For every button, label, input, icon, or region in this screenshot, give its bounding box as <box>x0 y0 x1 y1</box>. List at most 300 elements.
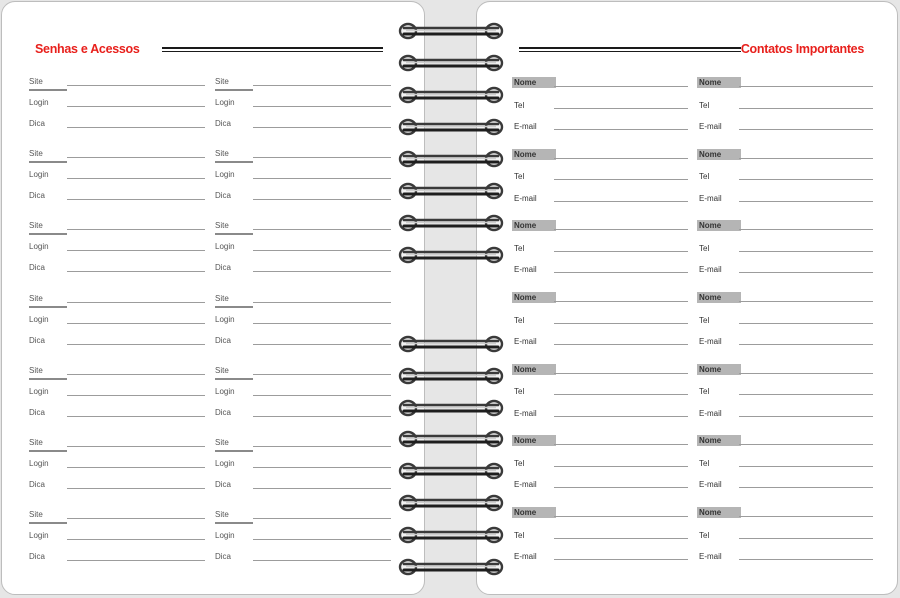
hint-write-line[interactable] <box>253 199 391 200</box>
site-row <box>29 437 205 458</box>
email-write-line[interactable] <box>739 129 873 130</box>
password-entry <box>29 148 205 220</box>
phone-row <box>697 314 873 336</box>
password-entry <box>29 509 205 581</box>
name-write-line[interactable] <box>554 444 688 445</box>
hint-write-line[interactable] <box>253 271 391 272</box>
password-entry <box>29 220 205 292</box>
contact-entry <box>697 507 873 579</box>
email-row <box>697 263 873 285</box>
binding-ring <box>398 149 504 174</box>
hint-write-line[interactable] <box>67 127 205 128</box>
name-label: Nome <box>697 77 741 88</box>
login-label: Login <box>215 314 235 324</box>
login-row <box>29 530 205 551</box>
email-row <box>697 478 873 500</box>
email-label: E-mail <box>699 337 722 347</box>
phone-row <box>697 99 873 121</box>
login-row <box>215 530 391 551</box>
binding-ring <box>398 429 504 454</box>
contact-entry <box>512 149 688 221</box>
site-label: Site <box>29 293 43 303</box>
phone-write-line[interactable] <box>554 179 688 180</box>
name-write-line[interactable] <box>554 301 688 302</box>
login-label: Login <box>215 386 235 396</box>
login-write-line[interactable] <box>67 539 205 540</box>
login-row <box>29 169 205 190</box>
phone-write-line[interactable] <box>739 538 873 539</box>
login-write-line[interactable] <box>253 539 391 540</box>
hint-label: Dica <box>29 335 46 345</box>
binding-ring <box>398 493 504 518</box>
site-row <box>215 365 391 386</box>
site-write-line[interactable] <box>67 374 205 375</box>
login-label: Login <box>29 170 49 180</box>
name-row <box>512 220 688 242</box>
name-label: Nome <box>512 149 556 160</box>
phone-write-line[interactable] <box>739 466 873 467</box>
email-write-line[interactable] <box>554 344 688 345</box>
login-row <box>29 458 205 479</box>
site-row <box>29 293 205 314</box>
password-entry <box>215 148 391 220</box>
site-row <box>29 365 205 386</box>
site-row <box>215 220 391 241</box>
email-write-line[interactable] <box>739 201 873 202</box>
email-write-line[interactable] <box>554 487 688 488</box>
contact-entry <box>697 77 873 149</box>
login-row <box>215 314 391 335</box>
site-write-line[interactable] <box>67 446 205 447</box>
email-row <box>512 407 688 429</box>
title-rule-right <box>519 47 741 49</box>
name-label: Nome <box>697 435 741 446</box>
hint-write-line[interactable] <box>67 199 205 200</box>
site-row <box>29 148 205 169</box>
login-row <box>215 169 391 190</box>
phone-write-line[interactable] <box>739 323 873 324</box>
login-row <box>215 458 391 479</box>
binding-ring <box>398 398 504 423</box>
password-entry <box>215 76 391 148</box>
email-row <box>512 120 688 142</box>
site-label: Site <box>215 149 229 159</box>
phone-row <box>697 529 873 551</box>
phone-row <box>512 242 688 264</box>
site-label: Site <box>215 293 229 303</box>
binding-ring <box>398 334 504 359</box>
email-row <box>697 192 873 214</box>
login-row <box>29 386 205 407</box>
hint-write-line[interactable] <box>253 488 391 489</box>
hint-label: Dica <box>29 191 46 201</box>
name-label: Nome <box>697 364 741 375</box>
hint-row <box>215 479 391 500</box>
site-label: Site <box>215 221 229 231</box>
login-label: Login <box>29 531 49 541</box>
login-row <box>29 314 205 335</box>
name-row <box>512 364 688 386</box>
phone-label: Tel <box>514 100 525 110</box>
binding-ring <box>398 21 504 46</box>
email-label: E-mail <box>514 193 537 203</box>
hint-label: Dica <box>215 263 232 273</box>
name-write-line[interactable] <box>739 229 873 230</box>
name-row <box>697 220 873 242</box>
login-label: Login <box>215 242 235 252</box>
email-label: E-mail <box>514 265 537 275</box>
hint-write-line[interactable] <box>253 127 391 128</box>
name-write-line[interactable] <box>554 516 688 517</box>
name-write-line[interactable] <box>554 229 688 230</box>
name-row <box>697 292 873 314</box>
hint-label: Dica <box>215 119 232 128</box>
name-row <box>512 77 688 99</box>
site-write-line[interactable] <box>67 229 205 230</box>
hint-write-line[interactable] <box>253 416 391 417</box>
site-write-line[interactable] <box>253 157 391 158</box>
name-row <box>697 149 873 171</box>
email-write-line[interactable] <box>554 416 688 417</box>
login-write-line[interactable] <box>67 395 205 396</box>
email-row <box>512 263 688 285</box>
name-row <box>697 364 873 386</box>
passwords-column-2 <box>215 76 391 581</box>
site-write-line[interactable] <box>253 85 391 86</box>
password-entry <box>215 220 391 292</box>
login-label: Login <box>215 531 235 541</box>
site-write-line[interactable] <box>67 302 205 303</box>
phone-row <box>512 314 688 336</box>
name-row <box>697 77 873 99</box>
name-row <box>512 149 688 171</box>
contact-entry <box>697 364 873 436</box>
hint-row <box>29 335 205 356</box>
email-row <box>697 550 873 572</box>
email-write-line[interactable] <box>554 559 688 560</box>
name-write-line[interactable] <box>739 373 873 374</box>
login-row <box>215 241 391 262</box>
page-title-passwords: Senhas e Acessos <box>35 42 140 56</box>
site-row <box>215 437 391 458</box>
login-label: Login <box>29 242 49 252</box>
phone-row <box>512 529 688 551</box>
email-row <box>512 478 688 500</box>
binding-ring <box>398 117 504 142</box>
hint-label: Dica <box>215 552 232 562</box>
site-label: Site <box>215 437 229 447</box>
email-row <box>697 407 873 429</box>
name-write-line[interactable] <box>739 158 873 159</box>
name-write-line[interactable] <box>554 86 688 87</box>
login-label: Login <box>29 458 49 468</box>
email-label: E-mail <box>514 408 537 418</box>
name-write-line[interactable] <box>739 301 873 302</box>
login-write-line[interactable] <box>67 250 205 251</box>
contacts-column-2 <box>697 77 873 579</box>
binding-ring <box>398 53 504 78</box>
login-row <box>215 97 391 118</box>
hint-write-line[interactable] <box>67 560 205 561</box>
email-write-line[interactable] <box>554 129 688 130</box>
phone-label: Tel <box>699 100 710 110</box>
spiral-binding <box>398 0 504 598</box>
site-label: Site <box>29 77 43 86</box>
hint-row <box>215 407 391 428</box>
hint-row <box>29 118 205 139</box>
hint-write-line[interactable] <box>67 488 205 489</box>
hint-row <box>29 407 205 428</box>
password-entry <box>29 76 205 148</box>
binding-ring <box>398 525 504 550</box>
name-row <box>512 292 688 314</box>
password-entry <box>29 293 205 365</box>
phone-label: Tel <box>699 530 710 540</box>
email-label: E-mail <box>699 122 722 131</box>
name-label: Nome <box>512 507 556 518</box>
hint-row <box>29 190 205 211</box>
phone-row <box>512 385 688 407</box>
phone-label: Tel <box>514 387 525 397</box>
email-row <box>512 550 688 572</box>
login-write-line[interactable] <box>253 106 391 107</box>
phone-write-line[interactable] <box>554 251 688 252</box>
login-write-line[interactable] <box>253 467 391 468</box>
name-write-line[interactable] <box>739 516 873 517</box>
phone-label: Tel <box>699 315 710 325</box>
page-title-contacts: Contatos Importantes <box>740 42 864 56</box>
name-label: Nome <box>512 435 556 446</box>
login-write-line[interactable] <box>253 323 391 324</box>
site-label: Site <box>215 510 229 520</box>
phone-row <box>512 99 688 121</box>
hint-label: Dica <box>215 479 232 489</box>
name-row <box>697 435 873 457</box>
password-entry <box>29 437 205 509</box>
site-write-line[interactable] <box>67 518 205 519</box>
contact-entry <box>512 220 688 292</box>
name-label: Nome <box>512 292 556 303</box>
contact-entry <box>697 220 873 292</box>
email-label: E-mail <box>699 265 722 275</box>
site-row <box>215 76 391 97</box>
email-label: E-mail <box>699 193 722 203</box>
name-write-line[interactable] <box>739 86 873 87</box>
hint-row <box>215 190 391 211</box>
hint-row <box>29 262 205 283</box>
login-label: Login <box>215 98 235 107</box>
email-write-line[interactable] <box>739 416 873 417</box>
phone-label: Tel <box>514 172 525 182</box>
title-rule-left <box>162 47 383 49</box>
hint-row <box>29 551 205 572</box>
phone-label: Tel <box>514 243 525 253</box>
email-label: E-mail <box>514 337 537 347</box>
contacts-column-1 <box>512 77 688 579</box>
hint-label: Dica <box>215 407 232 417</box>
name-write-line[interactable] <box>739 444 873 445</box>
login-write-line[interactable] <box>67 323 205 324</box>
hint-write-line[interactable] <box>253 344 391 345</box>
site-label: Site <box>29 365 43 375</box>
name-label: Nome <box>512 220 556 231</box>
email-write-line[interactable] <box>739 272 873 273</box>
password-entry <box>215 365 391 437</box>
email-row <box>697 120 873 142</box>
email-label: E-mail <box>699 552 722 562</box>
login-label: Login <box>29 98 49 107</box>
hint-label: Dica <box>29 119 46 128</box>
login-write-line[interactable] <box>67 178 205 179</box>
site-label: Site <box>215 365 229 375</box>
email-row <box>512 335 688 357</box>
site-row <box>215 509 391 530</box>
site-write-line[interactable] <box>253 374 391 375</box>
email-write-line[interactable] <box>739 559 873 560</box>
login-write-line[interactable] <box>67 467 205 468</box>
site-row <box>29 509 205 530</box>
binding-ring <box>398 461 504 486</box>
phone-write-line[interactable] <box>739 179 873 180</box>
hint-label: Dica <box>215 191 232 201</box>
name-label: Nome <box>697 149 741 160</box>
binding-ring <box>398 213 504 238</box>
site-label: Site <box>29 221 43 231</box>
hint-label: Dica <box>215 335 232 345</box>
login-write-line[interactable] <box>253 178 391 179</box>
site-write-line[interactable] <box>253 229 391 230</box>
site-write-line[interactable] <box>67 85 205 86</box>
name-label: Nome <box>697 220 741 231</box>
name-write-line[interactable] <box>554 373 688 374</box>
site-label: Site <box>29 149 43 159</box>
login-row <box>29 97 205 118</box>
email-label: E-mail <box>514 122 537 131</box>
site-write-line[interactable] <box>253 518 391 519</box>
phone-write-line[interactable] <box>739 108 873 109</box>
login-write-line[interactable] <box>67 106 205 107</box>
hint-write-line[interactable] <box>67 344 205 345</box>
hint-write-line[interactable] <box>253 560 391 561</box>
phone-write-line[interactable] <box>554 394 688 395</box>
phone-row <box>697 170 873 192</box>
email-label: E-mail <box>514 552 537 562</box>
phone-label: Tel <box>514 315 525 325</box>
email-write-line[interactable] <box>739 344 873 345</box>
site-row <box>29 220 205 241</box>
phone-row <box>512 170 688 192</box>
binding-ring <box>398 85 504 110</box>
email-write-line[interactable] <box>554 201 688 202</box>
binding-ring <box>398 245 504 270</box>
site-row <box>215 293 391 314</box>
hint-write-line[interactable] <box>67 416 205 417</box>
hint-row <box>215 551 391 572</box>
binding-ring <box>398 366 504 391</box>
name-row <box>512 507 688 529</box>
phone-row <box>697 385 873 407</box>
site-write-line[interactable] <box>253 446 391 447</box>
site-label: Site <box>29 510 43 520</box>
hint-label: Dica <box>29 479 46 489</box>
phone-write-line[interactable] <box>554 108 688 109</box>
phone-write-line[interactable] <box>554 466 688 467</box>
email-write-line[interactable] <box>739 487 873 488</box>
name-row <box>512 435 688 457</box>
hint-row <box>215 335 391 356</box>
name-label: Nome <box>512 364 556 375</box>
contact-entry <box>697 435 873 507</box>
name-label: Nome <box>697 507 741 518</box>
email-label: E-mail <box>699 480 722 490</box>
name-row <box>697 507 873 529</box>
phone-write-line[interactable] <box>739 394 873 395</box>
hint-row <box>29 479 205 500</box>
phone-label: Tel <box>699 243 710 253</box>
phone-label: Tel <box>514 458 525 468</box>
contact-entry <box>512 292 688 364</box>
hint-row <box>215 118 391 139</box>
passwords-column-1 <box>29 76 205 581</box>
site-label: Site <box>29 437 43 447</box>
contact-entry <box>512 435 688 507</box>
email-row <box>697 335 873 357</box>
right-page <box>476 1 898 595</box>
login-row <box>215 386 391 407</box>
password-entry <box>215 293 391 365</box>
email-label: E-mail <box>699 408 722 418</box>
login-label: Login <box>29 386 49 396</box>
login-label: Login <box>29 314 49 324</box>
site-label: Site <box>215 77 229 86</box>
password-entry <box>215 437 391 509</box>
phone-row <box>697 242 873 264</box>
hint-label: Dica <box>29 407 46 417</box>
hint-write-line[interactable] <box>67 271 205 272</box>
binding-ring <box>398 181 504 206</box>
email-label: E-mail <box>514 480 537 490</box>
email-row <box>512 192 688 214</box>
phone-label: Tel <box>699 458 710 468</box>
site-write-line[interactable] <box>253 302 391 303</box>
phone-write-line[interactable] <box>554 323 688 324</box>
login-row <box>29 241 205 262</box>
phone-row <box>512 457 688 479</box>
hint-row <box>215 262 391 283</box>
site-write-line[interactable] <box>67 157 205 158</box>
contact-entry <box>697 149 873 221</box>
email-write-line[interactable] <box>554 272 688 273</box>
binding-ring <box>398 557 504 582</box>
site-row <box>29 76 205 97</box>
contact-entry <box>697 292 873 364</box>
name-write-line[interactable] <box>554 158 688 159</box>
name-label: Nome <box>512 77 556 88</box>
phone-write-line[interactable] <box>739 251 873 252</box>
phone-label: Tel <box>699 172 710 182</box>
login-write-line[interactable] <box>253 250 391 251</box>
phone-label: Tel <box>514 530 525 540</box>
contact-entry <box>512 77 688 149</box>
login-label: Login <box>215 170 235 180</box>
phone-label: Tel <box>699 387 710 397</box>
site-row <box>215 148 391 169</box>
left-page <box>1 1 425 595</box>
phone-write-line[interactable] <box>554 538 688 539</box>
phone-row <box>697 457 873 479</box>
login-write-line[interactable] <box>253 395 391 396</box>
login-label: Login <box>215 458 235 468</box>
